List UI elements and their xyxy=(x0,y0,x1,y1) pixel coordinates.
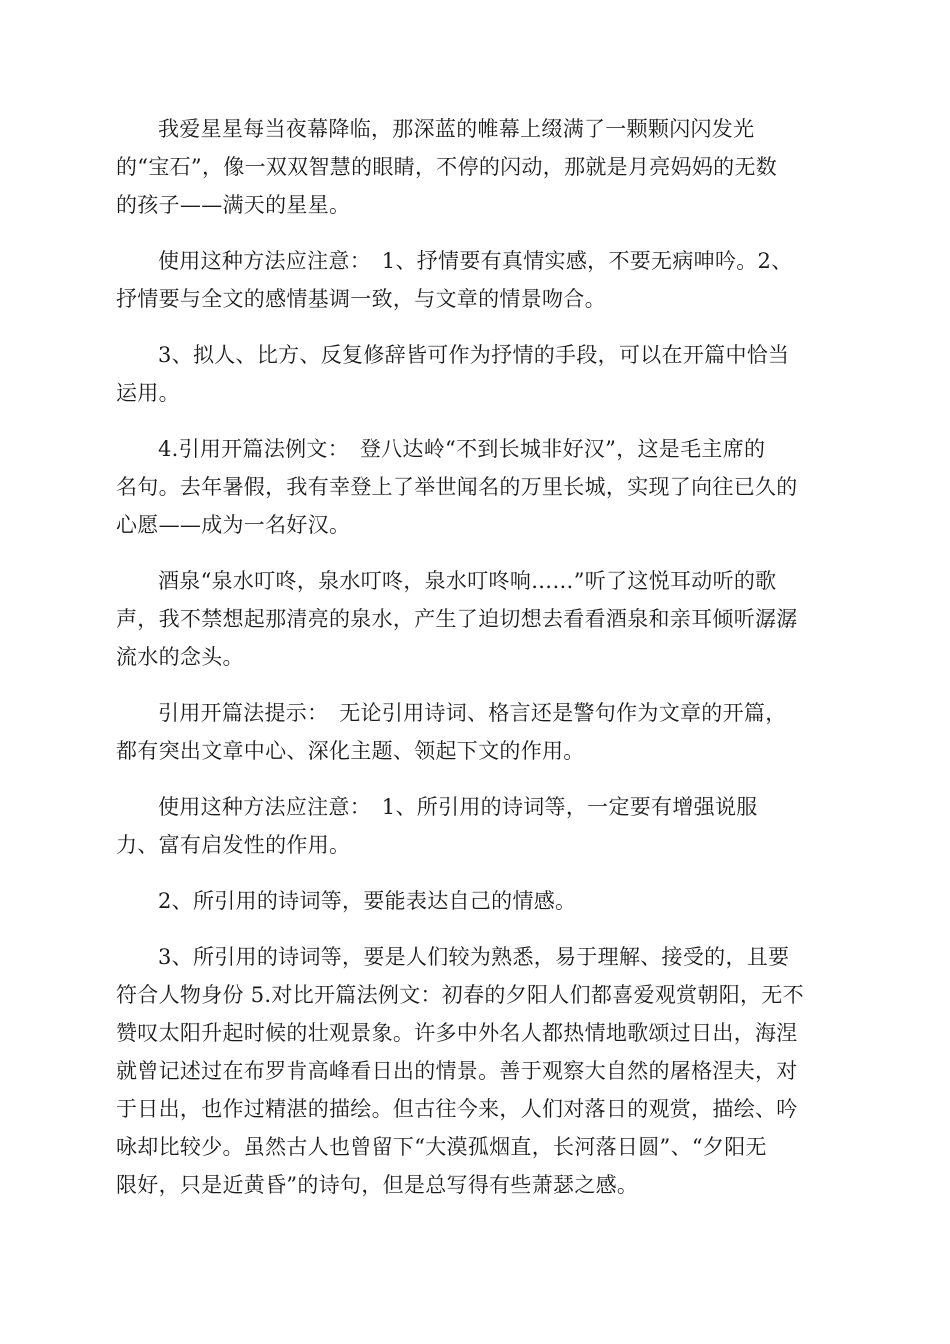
text-line: 使用这种方法应注意： 1、抒情要有真情实感，不要无病呻吟。2、 xyxy=(158,249,793,273)
text-line: 符合人物身份 5.对比开篇法例文：初春的夕阳人们都喜爱观赏朝阳，无不 xyxy=(116,983,804,1007)
text-line: 于日出，也作过精湛的描绘。但古往今来，人们对落日的观赏，描绘、吟 xyxy=(116,1097,798,1121)
text-line: 流水的念头。 xyxy=(116,645,244,669)
text-line: 的孩子——满天的星星。 xyxy=(116,193,351,217)
text-line: 咏却比较少。虽然古人也曾留下“大漠孤烟直，长河落日圆”、“夕阳无 xyxy=(116,1135,767,1159)
paragraph-rhetoric-note xyxy=(116,336,836,412)
text-line: 抒情要与全文的感情基调一致，与文章的情景吻合。 xyxy=(116,287,606,311)
paragraph-quote-notes xyxy=(116,788,836,864)
text-line: 3、所引用的诗词等，要是人们较为熟悉，易于理解、接受的，且要 xyxy=(158,945,790,969)
text-line: 就曾记述过在布罗肯高峰看日出的情景。善于观察大自然的屠格涅夫，对 xyxy=(116,1059,798,1083)
paragraph-stars xyxy=(116,110,836,224)
text-line: 心愿——成为一名好汉。 xyxy=(116,513,351,537)
text-line: 名句。去年暑假，我有幸登上了举世闻名的万里长城，实现了向往已久的 xyxy=(116,475,798,499)
text-line: 酒泉“泉水叮咚，泉水叮咚，泉水叮咚响……”听了这悦耳动听的歌 xyxy=(158,569,777,593)
text-line: 限好，只是近黄昏”的诗句，但是总写得有些萧瑟之感。 xyxy=(116,1173,639,1197)
text-line: 3、拟人、比方、反复修辞皆可作为抒情的手段，可以在开篇中恰当 xyxy=(158,343,790,367)
paragraph-lyric-notes xyxy=(116,242,836,318)
text-line: 都有突出文章中心、深化主题、领起下文的作用。 xyxy=(116,739,585,763)
paragraph-quote-opening-tip xyxy=(116,694,836,770)
text-line: 的“宝石”，像一双双智慧的眼睛，不停的闪动，那就是月亮妈妈的无数 xyxy=(116,155,778,179)
text-line: 赞叹太阳升起时候的壮观景象。许多中外名人都热情地歌颂过日出，海涅 xyxy=(116,1021,798,1045)
paragraph-contrast-opening xyxy=(116,938,836,1204)
text-line: 引用开篇法提示： 无论引用诗词、格言还是警句作为文章的开篇， xyxy=(158,701,787,725)
text-line: 我爱星星每当夜幕降临，那深蓝的帷幕上缀满了一颗颗闪闪发光 xyxy=(158,117,755,141)
text-line: 运用。 xyxy=(116,381,180,405)
text-line: 声，我不禁想起那清亮的泉水，产生了迫切想去看看酒泉和亲耳倾听潺潺 xyxy=(116,607,798,631)
document-page xyxy=(116,110,836,1222)
paragraph-quote-note-2 xyxy=(116,882,836,920)
text-line: 4.引用开篇法例文： 登八达岭“不到长城非好汉”，这是毛主席的 xyxy=(158,437,766,461)
text-line: 力、富有启发性的作用。 xyxy=(116,833,351,857)
text-line: 2、所引用的诗词等，要能表达自己的情感。 xyxy=(158,889,577,913)
paragraph-jiuquan xyxy=(116,562,836,676)
text-line: 使用这种方法应注意： 1、所引用的诗词等，一定要有增强说服 xyxy=(158,795,758,819)
paragraph-quote-opening-example xyxy=(116,430,836,544)
